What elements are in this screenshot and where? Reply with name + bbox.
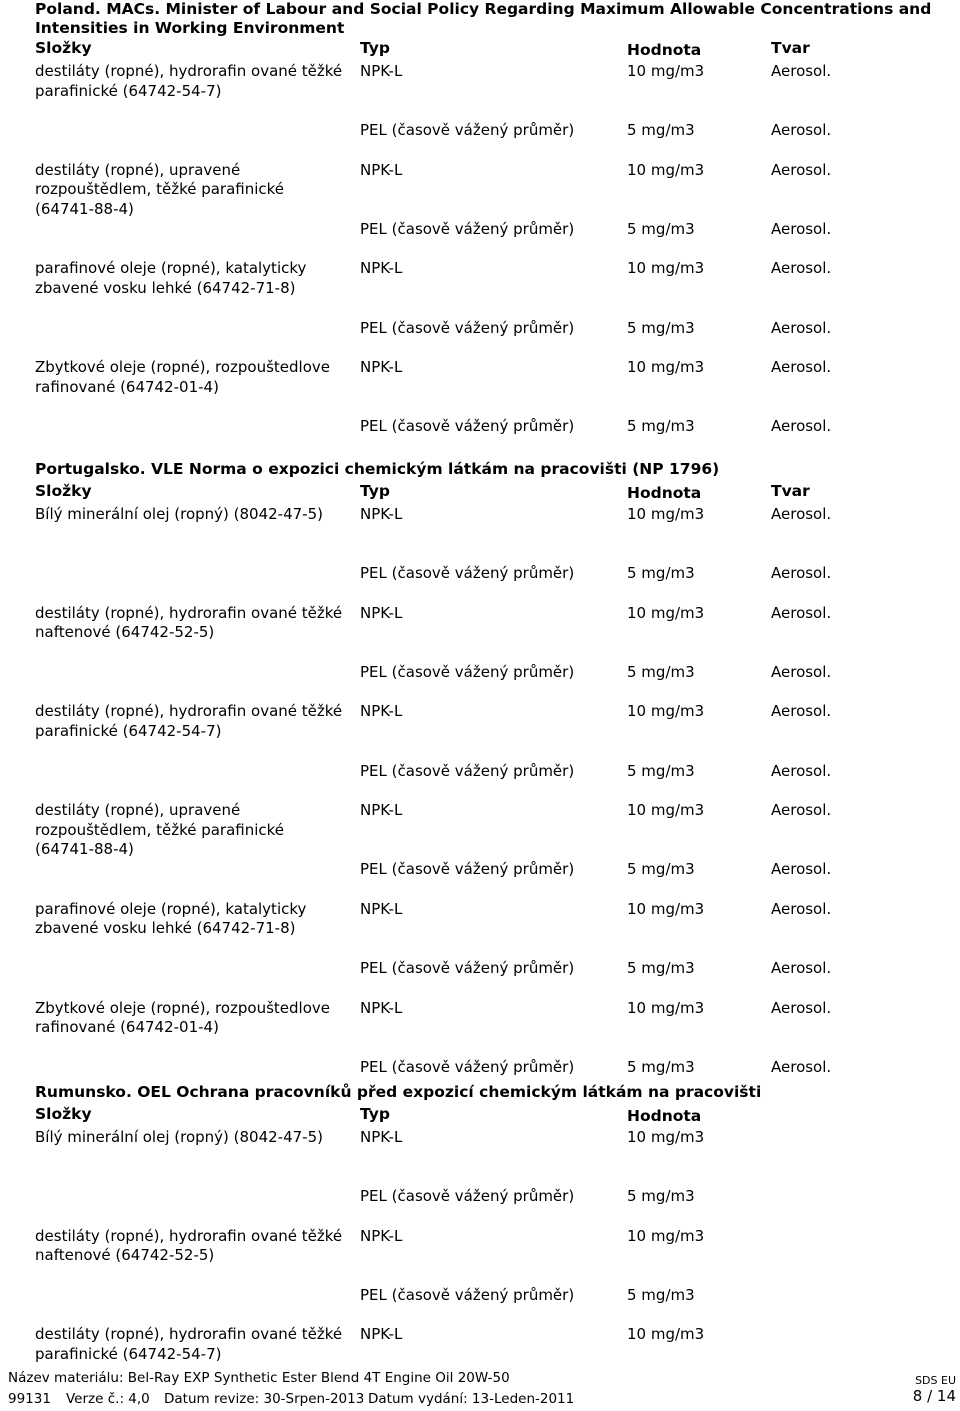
- limit-value: 10 mg/m3: [627, 1226, 705, 1245]
- limit-type: NPK-L: [360, 998, 403, 1017]
- limit-type: PEL (časově vážený průměr): [360, 219, 575, 238]
- limit-type: PEL (časově vážený průměr): [360, 121, 575, 140]
- column-header-value: Hodnota: [627, 41, 702, 59]
- limit-value: 5 mg/m3: [627, 318, 695, 337]
- footer-revision-date: Datum revize: 30-Srpen-2013: [164, 1391, 365, 1407]
- limit-form: Aerosol.: [771, 801, 832, 820]
- limit-form: Aerosol.: [771, 259, 832, 278]
- limit-form: Aerosol.: [771, 702, 832, 721]
- footer-sds-label: SDS EU: [915, 1374, 956, 1387]
- component-name: destiláty (ropné), upravené rozpouštědlem, těžké parafinické (64741-88-4): [35, 801, 285, 859]
- limit-form: Aerosol.: [771, 761, 832, 780]
- limit-form: Aerosol.: [771, 860, 832, 879]
- limit-value: 5 mg/m3: [627, 1057, 695, 1076]
- component-name: destiláty (ropné), hydrorafin ované těžké parafinické (64742-54-7): [35, 702, 343, 740]
- limit-value: 10 mg/m3: [627, 899, 705, 918]
- limit-form: Aerosol.: [771, 662, 832, 681]
- limit-type: NPK-L: [360, 1325, 403, 1344]
- limit-form: Aerosol.: [771, 121, 832, 140]
- limit-value: 10 mg/m3: [627, 801, 705, 820]
- limit-value: 10 mg/m3: [627, 702, 705, 721]
- column-header-value: Hodnota: [627, 1107, 702, 1125]
- footer-issue-date: Datum vydání: 13-Leden-2011: [368, 1391, 575, 1407]
- limit-value: 10 mg/m3: [627, 160, 705, 179]
- limit-value: 5 mg/m3: [627, 662, 695, 681]
- footer-material-name: Název materiálu: Bel-Ray EXP Synthetic Ester Blend 4T Engine Oil 20W-50: [8, 1370, 510, 1386]
- limit-value: 5 mg/m3: [627, 564, 695, 583]
- column-header-component: Složky: [35, 482, 92, 500]
- limit-value: 10 mg/m3: [627, 998, 705, 1017]
- component-name: destiláty (ropné), hydrorafin ované těžké parafinické (64742-54-7): [35, 1325, 343, 1363]
- limit-type: NPK-L: [360, 358, 403, 377]
- component-name: parafinové oleje (ropné), katalyticky zbavené vosku lehké (64742-71-8): [35, 899, 307, 938]
- limit-value: 5 mg/m3: [627, 1285, 695, 1304]
- limit-value: 5 mg/m3: [627, 958, 695, 977]
- limit-form: Aerosol.: [771, 318, 832, 337]
- column-header-value: Hodnota: [627, 484, 702, 502]
- limit-value: 5 mg/m3: [627, 1187, 695, 1206]
- limit-type: NPK-L: [360, 259, 403, 278]
- limit-type: NPK-L: [360, 603, 403, 622]
- column-header-form: Tvar: [771, 482, 810, 500]
- limit-type: PEL (časově vážený průměr): [360, 1285, 575, 1304]
- limit-value: 5 mg/m3: [627, 417, 695, 436]
- component-name: destiláty (ropné), upravené rozpouštědlem, těžké parafinické (64741-88-4): [35, 160, 285, 218]
- limit-value: 5 mg/m3: [627, 121, 695, 140]
- limit-value: 10 mg/m3: [627, 1325, 705, 1344]
- limit-value: 5 mg/m3: [627, 761, 695, 780]
- limit-type: PEL (časově vážený průměr): [360, 761, 575, 780]
- limit-type: PEL (časově vážený průměr): [360, 958, 575, 977]
- limit-form: Aerosol.: [771, 160, 832, 179]
- limit-type: PEL (časově vážený průměr): [360, 1187, 575, 1206]
- limit-type: PEL (časově vážený průměr): [360, 860, 575, 879]
- limit-type: NPK-L: [360, 1226, 403, 1245]
- component-name: parafinové oleje (ropné), katalyticky zbavené vosku lehké (64742-71-8): [35, 259, 307, 297]
- footer-version: Verze č.: 4,0: [66, 1391, 150, 1407]
- limit-type: PEL (časově vážený průměr): [360, 417, 575, 436]
- column-header-type: Typ: [360, 39, 390, 57]
- limit-value: 10 mg/m3: [627, 62, 705, 80]
- limit-form: Aerosol.: [771, 958, 832, 977]
- column-header-type: Typ: [360, 1105, 390, 1123]
- limit-value: 10 mg/m3: [627, 1128, 705, 1146]
- component-name: destiláty (ropné), hydrorafin ované těžké naftenové (64742-52-5): [35, 1226, 343, 1265]
- limit-type: PEL (časově vážený průměr): [360, 662, 575, 681]
- limit-type: NPK-L: [360, 702, 403, 721]
- limit-value: 10 mg/m3: [627, 358, 705, 377]
- limit-form: Aerosol.: [771, 417, 832, 436]
- component-name: Zbytkové oleje (ropné), rozpouštedlove rafinované (64742-01-4): [35, 358, 330, 396]
- column-header-component: Složky: [35, 39, 92, 57]
- limit-type: NPK-L: [360, 160, 403, 179]
- component-name: Bílý minerální olej (ropný) (8042-47-5): [35, 1128, 323, 1146]
- limit-form: Aerosol.: [771, 998, 832, 1017]
- limit-form: Aerosol.: [771, 219, 832, 238]
- limit-type: NPK-L: [360, 801, 403, 820]
- footer-page-number: 8 / 14: [912, 1387, 956, 1405]
- component-name: Zbytkové oleje (ropné), rozpouštedlove rafinované (64742-01-4): [35, 998, 330, 1036]
- limit-type: PEL (časově vážený průměr): [360, 1057, 575, 1076]
- limit-type: PEL (časově vážený průměr): [360, 318, 575, 337]
- section-title: Portugalsko. VLE Norma o expozici chemickým látkám na pracovišti (NP 1796): [35, 460, 720, 478]
- limit-form: Aerosol.: [771, 564, 832, 583]
- limit-value: 10 mg/m3: [627, 259, 705, 278]
- limit-value: 5 mg/m3: [627, 860, 695, 879]
- limit-form: Aerosol.: [771, 1057, 832, 1076]
- limit-value: 10 mg/m3: [627, 603, 705, 622]
- limit-type: NPK-L: [360, 505, 403, 523]
- footer-product-code: 99131: [8, 1391, 51, 1407]
- column-header-type: Typ: [360, 482, 390, 500]
- section-title: Rumunsko. OEL Ochrana pracovníků před expozicí chemickým látkám na pracovišti: [35, 1083, 762, 1101]
- limit-form: Aerosol.: [771, 603, 832, 622]
- column-header-form: Tvar: [771, 39, 810, 57]
- limit-type: NPK-L: [360, 899, 403, 918]
- limit-form: Aerosol.: [771, 62, 832, 80]
- limit-value: 10 mg/m3: [627, 505, 705, 523]
- limit-form: Aerosol.: [771, 358, 832, 377]
- component-name: destiláty (ropné), hydrorafin ované těžké parafinické (64742-54-7): [35, 62, 343, 100]
- limit-form: Aerosol.: [771, 505, 832, 523]
- limit-type: NPK-L: [360, 62, 403, 80]
- page-title: Poland. MACs. Minister of Labour and Social Policy Regarding Maximum Allowable Concentrations and Intensities in Working Environment: [35, 0, 932, 37]
- limit-type: PEL (časově vážený průměr): [360, 564, 575, 583]
- limit-value: 5 mg/m3: [627, 219, 695, 238]
- limit-form: Aerosol.: [771, 899, 832, 918]
- component-name: destiláty (ropné), hydrorafin ované těžké naftenové (64742-52-5): [35, 603, 343, 642]
- component-name: Bílý minerální olej (ropný) (8042-47-5): [35, 505, 323, 523]
- column-header-component: Složky: [35, 1105, 92, 1123]
- limit-type: NPK-L: [360, 1128, 403, 1146]
